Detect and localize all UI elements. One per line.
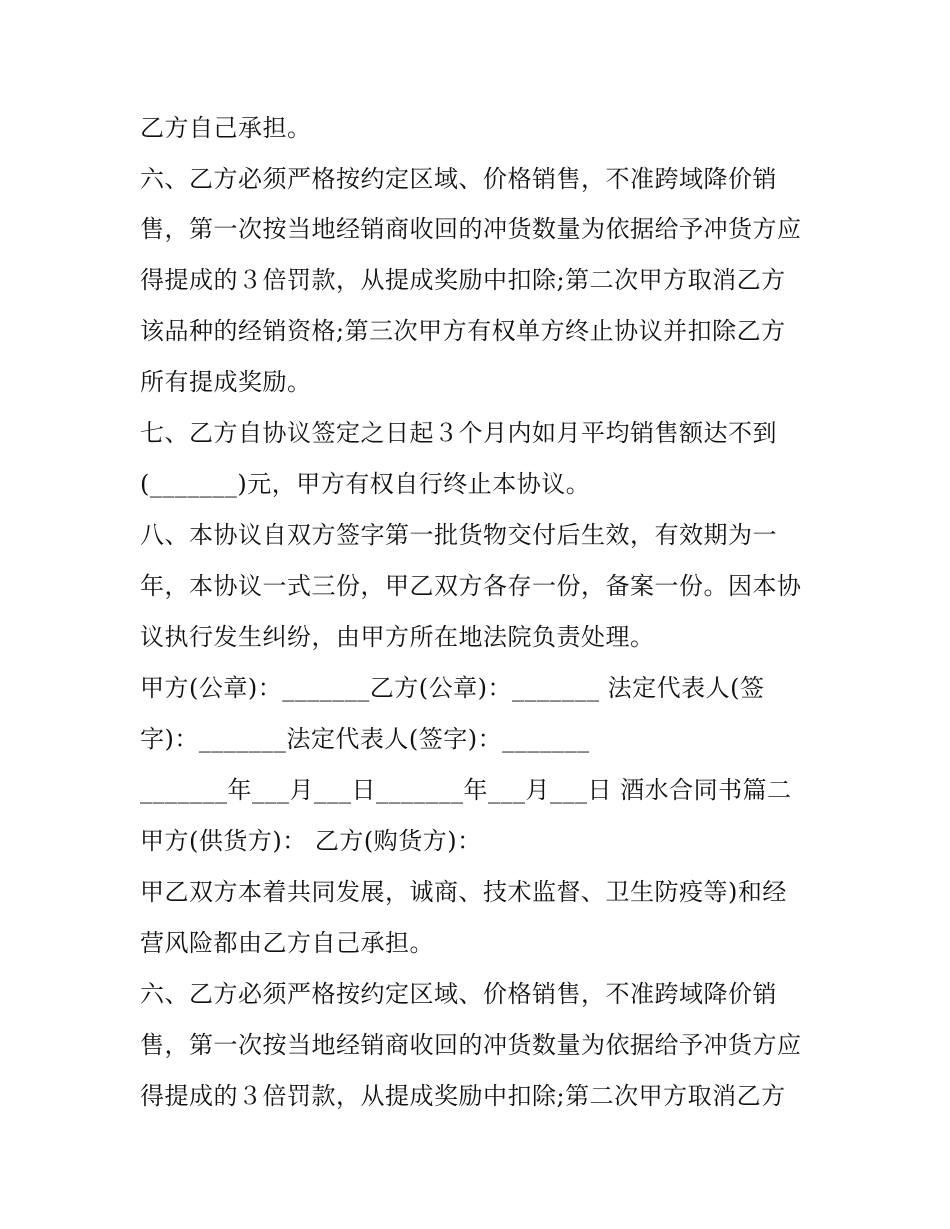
text-line: _______年___月___日_______年___月___日 酒水合同书篇二 <box>140 776 792 804</box>
text-line: 所有提成奖励。 <box>140 368 312 396</box>
text-line: 六、乙方必须严格按约定区域、价格销售，不准跨域降价销 <box>140 165 777 193</box>
text-line: 字)：_______法定代表人(签字)：_______ <box>140 725 590 753</box>
text-line: 该品种的经销资格;第三次甲方有权单方终止协议并扣除乙方 <box>140 317 786 345</box>
text-line: 七、乙方自协议签定之日起３个月内如月平均销售额达不到 <box>140 419 777 447</box>
text-line: 售，第一次按当地经销商收回的冲货数量为依据给予冲货方应 <box>140 1031 802 1059</box>
text-line: 八、本协议自双方签字第一批货物交付后生效，有效期为一 <box>140 521 777 549</box>
text-line: 甲方(公章)：_______乙方(公章)：_______ 法定代表人(签 <box>140 674 765 702</box>
text-line: 甲乙双方本着共同发展，诚商、技术监督、卫生防疫等)和经 <box>140 878 787 906</box>
text-line: (_______)元，甲方有权自行终止本协议。 <box>140 470 591 498</box>
text-line: 议执行发生纠纷，由甲方所在地法院负责处理。 <box>140 623 655 651</box>
text-line: 年，本协议一式三份，甲乙双方各存一份，备案一份。因本协 <box>140 572 802 600</box>
text-line: 六、乙方必须严格按约定区域、价格销售，不准跨域降价销 <box>140 980 777 1008</box>
text-line: 营风险都由乙方自己承担。 <box>140 929 434 957</box>
text-line: 得提成的３倍罚款，从提成奖励中扣除;第二次甲方取消乙方 <box>140 266 786 294</box>
text-line: 售，第一次按当地经销商收回的冲货数量为依据给予冲货方应 <box>140 215 802 243</box>
text-line: 乙方自己承担。 <box>140 114 312 142</box>
text-line: 得提成的３倍罚款，从提成奖励中扣除;第二次甲方取消乙方 <box>140 1082 786 1110</box>
text-line: 甲方(供货方)： 乙方(购货方)： <box>140 827 482 855</box>
